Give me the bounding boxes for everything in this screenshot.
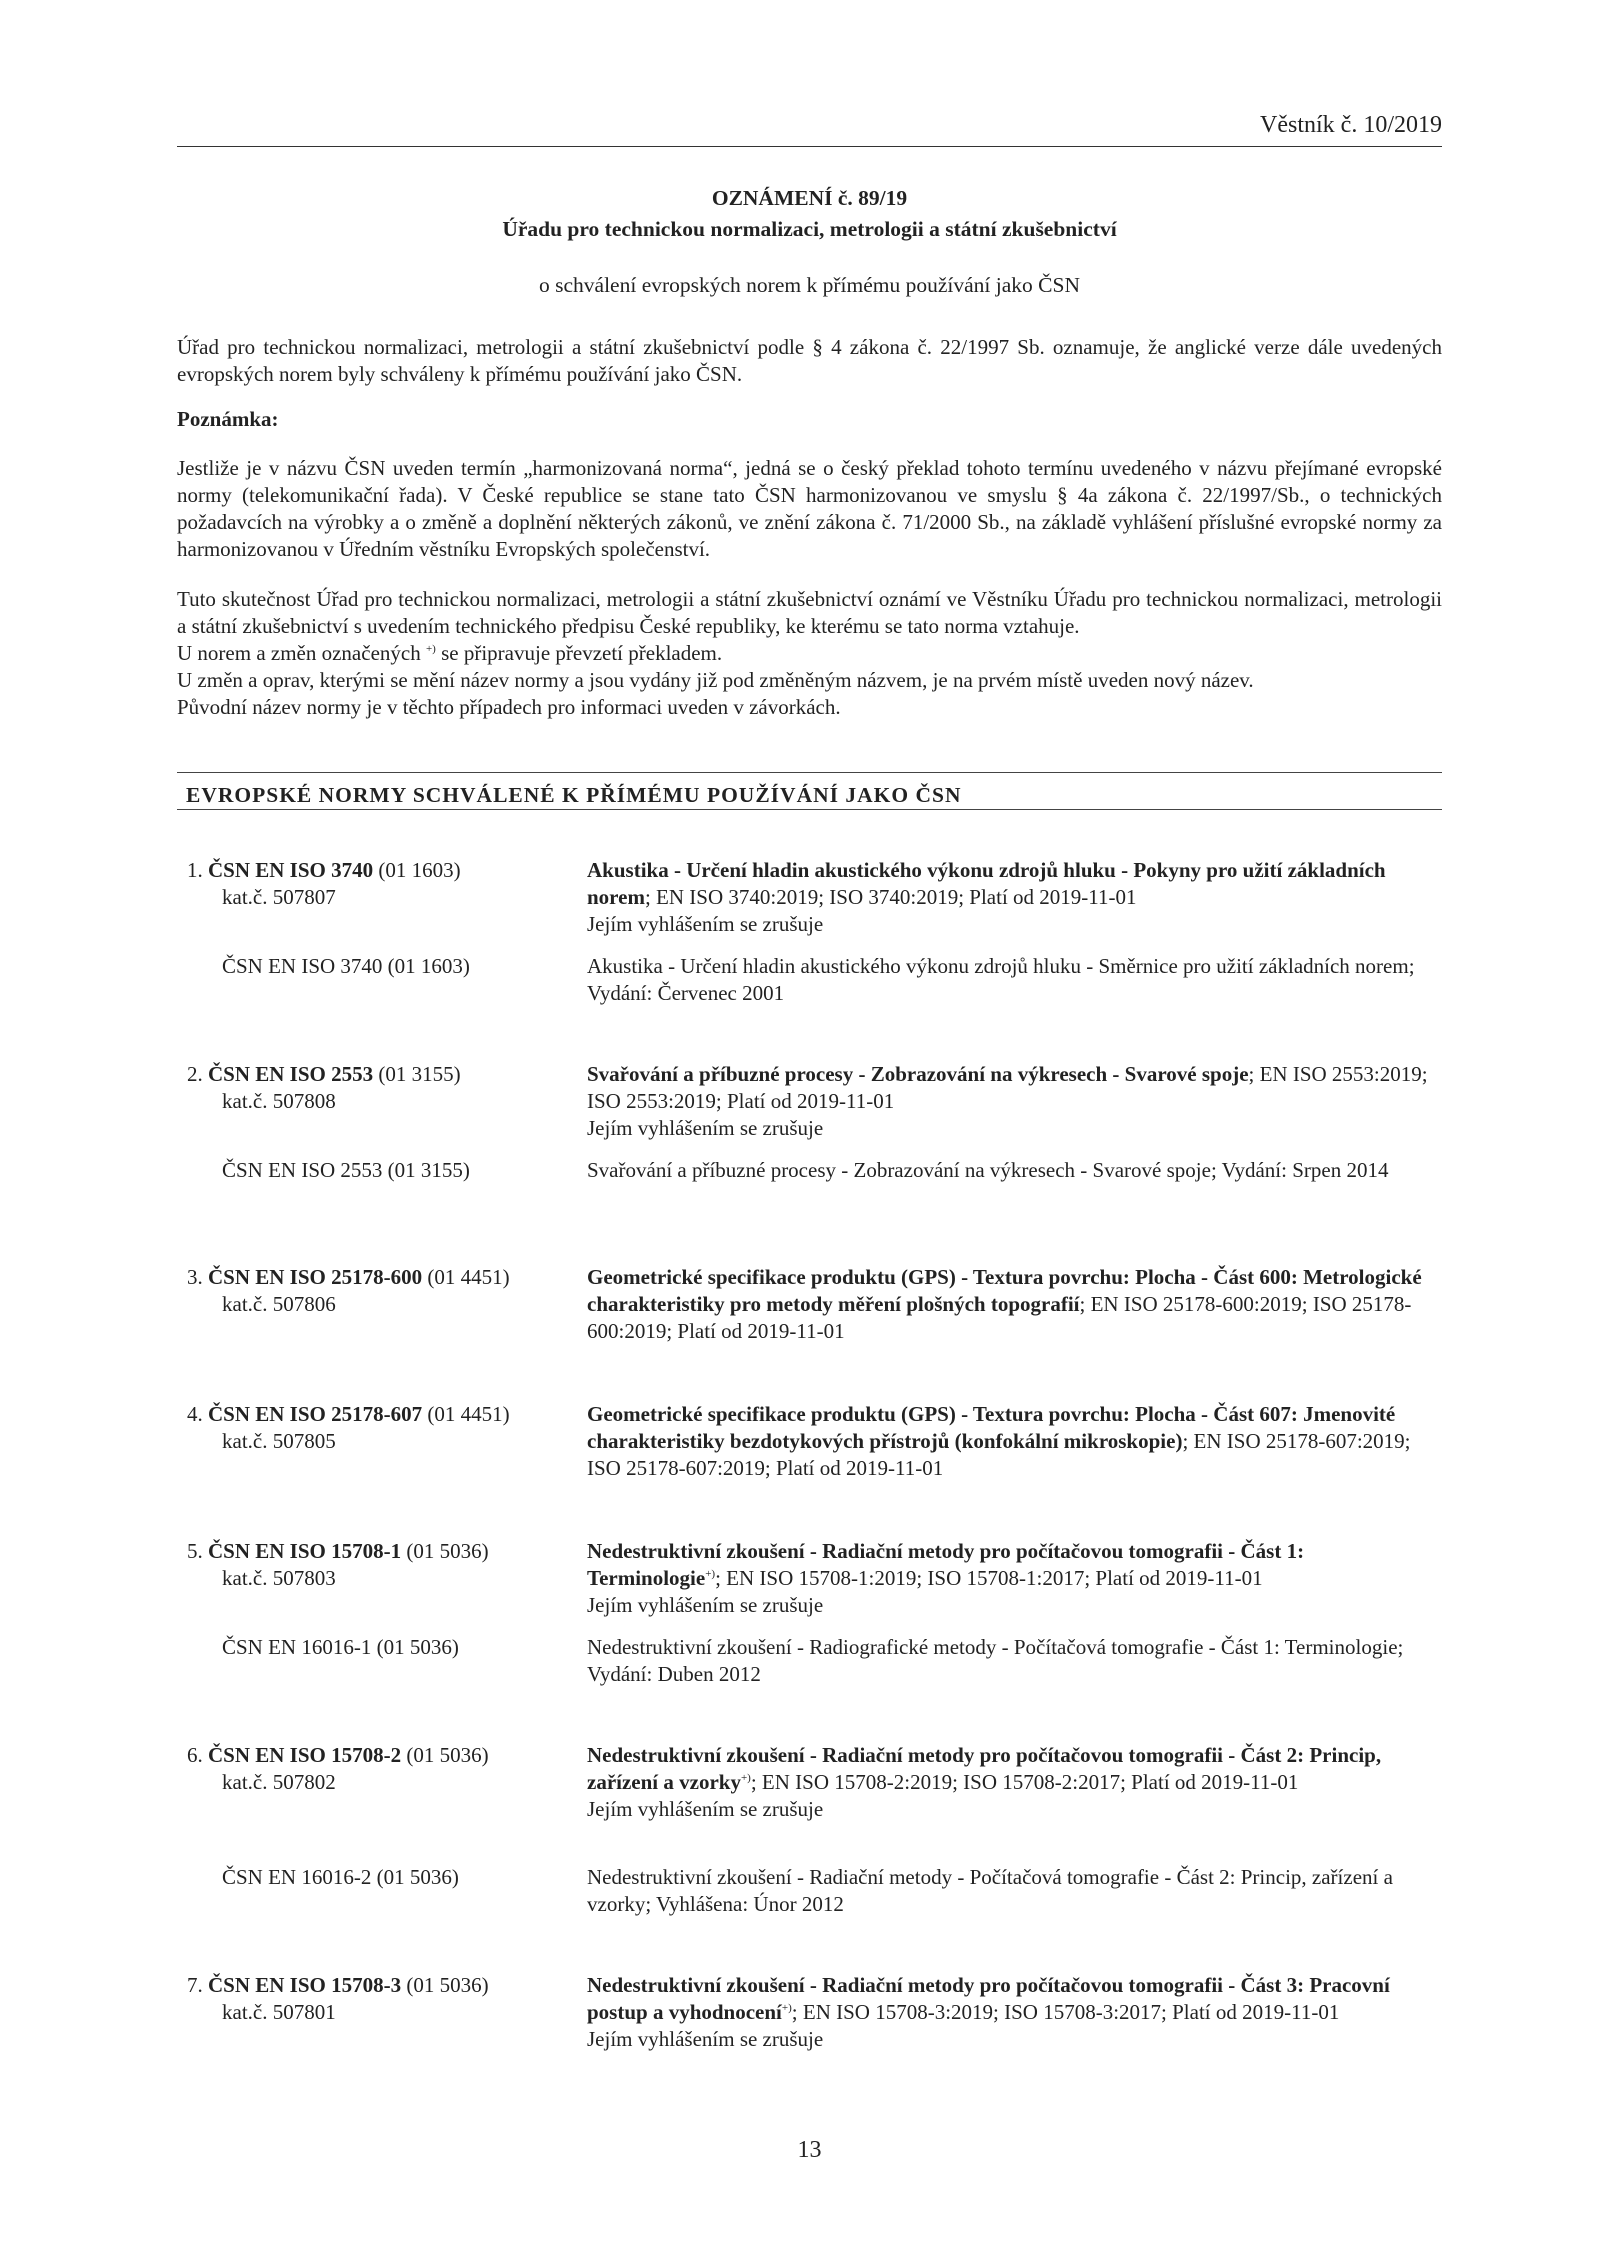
title-line-2: Úřadu pro technickou normalizaci, metrologii a státní zkušebnictví xyxy=(502,217,1117,241)
norm-id xyxy=(187,1401,567,1455)
info-text-c: U změn a oprav, kterými se mění název normy a jsou vydány již pod změněným názvem, je na prvém místě uveden nový název. xyxy=(177,668,1254,692)
norm-id xyxy=(187,857,567,911)
cancel-note: Jejím vyhlášením se zrušuje xyxy=(587,1593,824,1617)
catalog-number: kat.č. 507802 xyxy=(222,1770,336,1794)
translation-mark: +) xyxy=(740,1772,751,1784)
translation-mark: +) xyxy=(781,2002,792,2014)
old-norm-title: Nedestruktivní zkoušení - Radiografické metody - Počítačová tomografie - Část 1: Terminologie; Vydání: Duben 2012 xyxy=(587,1635,1404,1686)
norm-description xyxy=(587,1264,1428,1345)
entry-number: 1. xyxy=(187,858,203,882)
norm-class: (01 3155) xyxy=(378,1062,461,1086)
info-sup-mark: +) xyxy=(425,643,436,655)
norm-id xyxy=(187,1061,567,1115)
norm-title: Geometrické specifikace produktu (GPS) - Textura povrchu: Plocha - Část 600: Metrologické charakteristiky pro metody měření plošných topografií xyxy=(587,1265,1422,1316)
catalog-number: kat.č. 507805 xyxy=(222,1429,336,1453)
info-text-b2: se připravuje převzetí překladem. xyxy=(435,641,723,665)
norm-title: Akustika - Určení hladin akustického výkonu zdrojů hluku - Pokyny pro užití základních norem xyxy=(587,858,1386,909)
announcement-title xyxy=(177,183,1442,245)
section-title: EVROPSKÉ NORMY SCHVÁLENÉ K PŘÍMÉMU POUŽÍVÁNÍ JAKO ČSN xyxy=(186,783,962,807)
old-norm-code: ČSN EN 16016-1 (01 5036) xyxy=(222,1635,459,1659)
norm-class: (01 4451) xyxy=(427,1265,510,1289)
norm-class: (01 4451) xyxy=(427,1402,510,1426)
norm-code: ČSN EN ISO 3740 xyxy=(208,858,374,882)
norm-class: (01 1603) xyxy=(378,858,461,882)
norm-description xyxy=(587,1972,1428,2053)
norm-id xyxy=(187,1972,567,2026)
norm-code: ČSN EN ISO 25178-600 xyxy=(208,1265,423,1289)
title-line-1: OZNÁMENÍ č. 89/19 xyxy=(711,186,908,210)
header-rule xyxy=(177,146,1442,147)
norm-id xyxy=(187,1264,567,1318)
norm-class: (01 5036) xyxy=(406,1973,489,1997)
norm-details: ; EN ISO 3740:2019; ISO 3740:2019; Platí od 2019-11-01 xyxy=(644,885,1137,909)
note-paragraph: Jestliže je v názvu ČSN uveden termín „harmonizovaná norma“, jedná se o český překlad tohoto termínu uvedeného v názvu přejímané evropské normy (telekomunikační řada). V České republice se stane tato ČSN harmonizovanou ve smyslu § 4a zákona č. 22/1997/Sb., o technických požadavcích na výrobky a o změně a doplnění některých zákonů, ve znění zákona č. 71/2000 Sb., na základě vyhlášení příslušné evropské normy za harmonizovanou v Úředním věstníku Evropských společenství. xyxy=(177,456,1442,561)
cancel-note: Jejím vyhlášením se zrušuje xyxy=(587,2027,824,2051)
norm-title: Nedestruktivní zkoušení - Radiační metody pro počítačovou tomografii - Část 1: Terminologie xyxy=(587,1539,1305,1590)
norm-title: Geometrické specifikace produktu (GPS) - Textura povrchu: Plocha - Část 607: Jmenovité charakteristiky bezdotykových přístrojů (konfokální mikroskopie) xyxy=(587,1402,1396,1453)
old-norm-code: ČSN EN ISO 3740 (01 1603) xyxy=(222,954,470,978)
entry-number: 4. xyxy=(187,1402,203,1426)
norm-details: ; EN ISO 25178-600:2019; ISO 25178-600:2019; Platí od 2019-11-01 xyxy=(587,1292,1412,1343)
norm-class: (01 5036) xyxy=(406,1539,489,1563)
info-paragraph xyxy=(177,586,1442,721)
intro-paragraph: Úřad pro technickou normalizaci, metrologii a státní zkušebnictví podle § 4 zákona č. 22/1997 Sb. oznamuje, že anglické verze dále uvedených evropských norem byly schváleny k přímému používání jako ČSN. xyxy=(177,335,1442,386)
old-norm-code: ČSN EN 16016-2 (01 5036) xyxy=(222,1865,459,1889)
norm-code: ČSN EN ISO 15708-1 xyxy=(208,1539,402,1563)
norm-description xyxy=(587,1061,1428,1142)
note-label: Poznámka: xyxy=(177,407,279,431)
norm-description xyxy=(587,1401,1428,1482)
info-text-b1: U norem a změn označených xyxy=(177,641,426,665)
entry-number: 6. xyxy=(187,1743,203,1767)
norm-details: ; EN ISO 15708-2:2019; ISO 15708-2:2017; Platí od 2019-11-01 xyxy=(750,1770,1299,1794)
entry-number: 2. xyxy=(187,1062,203,1086)
norm-id xyxy=(187,1742,567,1796)
entry-number: 7. xyxy=(187,1973,203,1997)
old-norm-code: ČSN EN ISO 2553 (01 3155) xyxy=(222,1158,470,1182)
old-norm-title: Akustika - Určení hladin akustického výkonu zdrojů hluku - Směrnice pro užití základních norem; Vydání: Červenec 2001 xyxy=(587,954,1415,1005)
norm-code: ČSN EN ISO 15708-2 xyxy=(208,1743,402,1767)
norm-code: ČSN EN ISO 15708-3 xyxy=(208,1973,402,1997)
norm-description xyxy=(587,857,1428,938)
norm-details: ; EN ISO 15708-1:2019; ISO 15708-1:2017; Platí od 2019-11-01 xyxy=(715,1566,1263,1590)
info-text-d: Původní název normy je v těchto případech pro informaci uveden v závorkách. xyxy=(177,695,841,719)
catalog-number: kat.č. 507807 xyxy=(222,885,336,909)
journal-header: Věstník č. 10/2019 xyxy=(1260,112,1442,138)
catalog-number: kat.č. 507806 xyxy=(222,1292,336,1316)
info-text-a: Tuto skutečnost Úřad pro technickou normalizaci, metrologii a státní zkušebnictví oznámí ve Věstníku Úřadu pro technickou normalizaci, metrologii a státní zkušebnictví s uvedením technického předpisu České republiky, ke kterému se tato norma vztahuje. xyxy=(177,587,1442,638)
cancel-note: Jejím vyhlášením se zrušuje xyxy=(587,1797,824,1821)
norm-description xyxy=(587,1538,1428,1619)
page-number: 13 xyxy=(797,2137,822,2163)
section-rule-top xyxy=(177,772,1442,773)
norm-code: ČSN EN ISO 25178-607 xyxy=(208,1402,423,1426)
catalog-number: kat.č. 507803 xyxy=(222,1566,336,1590)
catalog-number: kat.č. 507801 xyxy=(222,2000,336,2024)
old-norm-title: Nedestruktivní zkoušení - Radiační metody - Počítačová tomografie - Část 2: Princip, zařízení a vzorky; Vyhlášena: Únor 2012 xyxy=(587,1865,1393,1916)
norm-code: ČSN EN ISO 2553 xyxy=(208,1062,374,1086)
catalog-number: kat.č. 507808 xyxy=(222,1089,336,1113)
translation-mark: +) xyxy=(705,1568,716,1580)
announcement-subtitle: o schválení evropských norem k přímému používání jako ČSN xyxy=(539,273,1080,297)
entry-number: 3. xyxy=(187,1265,203,1289)
norm-class: (01 5036) xyxy=(406,1743,489,1767)
norm-title: Svařování a příbuzné procesy - Zobrazování na výkresech - Svarové spoje xyxy=(587,1062,1249,1086)
norm-title: Nedestruktivní zkoušení - Radiační metody pro počítačovou tomografii - Část 3: Pracovní postup a vyhodnocení xyxy=(587,1973,1390,2024)
cancel-note: Jejím vyhlášením se zrušuje xyxy=(587,912,824,936)
norm-description xyxy=(587,1742,1428,1823)
norm-details: ; EN ISO 15708-3:2019; ISO 15708-3:2017; Platí od 2019-11-01 xyxy=(791,2000,1340,2024)
cancel-note: Jejím vyhlášením se zrušuje xyxy=(587,1116,824,1140)
norm-details: ; EN ISO 2553:2019; ISO 2553:2019; Platí od 2019-11-01 xyxy=(587,1062,1428,1113)
norm-details: ; EN ISO 25178-607:2019; ISO 25178-607:2019; Platí od 2019-11-01 xyxy=(587,1429,1411,1480)
norm-id xyxy=(187,1538,567,1592)
norm-title: Nedestruktivní zkoušení - Radiační metody pro počítačovou tomografii - Část 2: Princip, zařízení a vzorky xyxy=(587,1743,1382,1794)
section-rule-bottom xyxy=(177,809,1442,810)
old-norm-title: Svařování a příbuzné procesy - Zobrazování na výkresech - Svarové spoje; Vydání: Srpen 2014 xyxy=(587,1158,1389,1182)
entry-number: 5. xyxy=(187,1539,203,1563)
